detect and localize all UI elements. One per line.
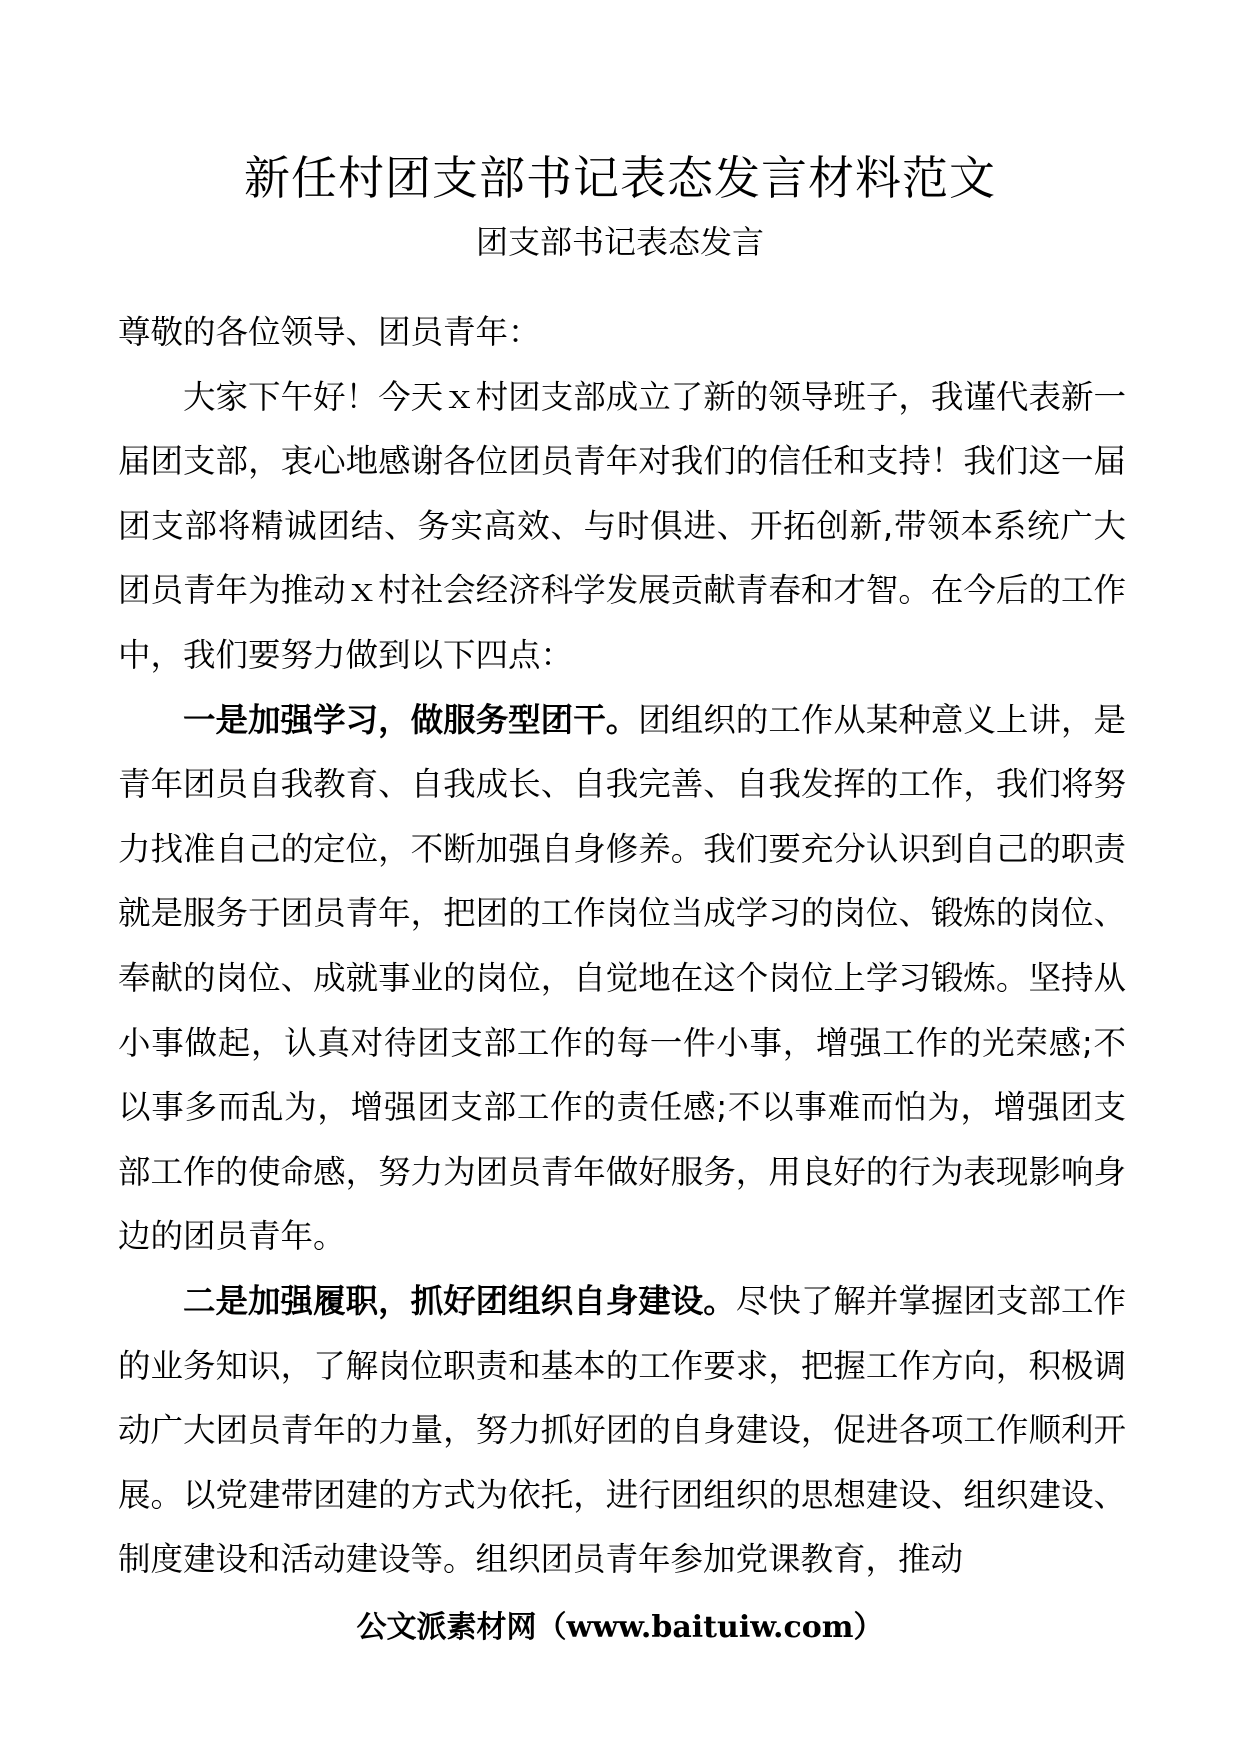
paragraph-point-one [118, 688, 1126, 1269]
document-title: 新任村团支部书记表态发言材料范文 [244, 151, 996, 205]
paragraph-lead: 一是加强学习，做服务型团干。 [183, 700, 639, 739]
paragraph-text: 尽快了解并掌握团支部工作的业务知识，了解岗位职责和基本的工作要求，把握工作方向，积极调动广大团员青年的力量，努力抓好团的自身建设，促进各项工作顺利开展。以党建带团建的方式为依托，进行团组织的思想建设、组织建设、制度建设和活动建设等。组织团员青年参加党课教育，推动 [118, 1281, 1126, 1579]
document-body [118, 300, 1126, 1592]
paragraph-intro [118, 365, 1126, 688]
footer-watermark: 公文派素材网（www.baituiw.com） [356, 1610, 884, 1645]
paragraph-lead: 二是加强履职，抓好团组织自身建设。 [183, 1281, 736, 1320]
paragraph-text: 大家下午好！今天ｘ村团支部成立了新的领导班子，我谨代表新一届团支部，衷心地感谢各位团员青年对我们的信任和支持！我们这一届团支部将精诚团结、务实高效、与时俱进、开拓创新,带领本系统广大团员青年为推动ｘ村社会经济科学发展贡献青春和才智。在今后的工作中，我们要努力做到以下四点： [118, 377, 1126, 674]
document-subtitle: 团支部书记表态发言 [475, 223, 764, 261]
paragraph-point-two [118, 1269, 1126, 1592]
salutation: 尊敬的各位领导、团员青年： [118, 313, 541, 351]
paragraph-text: 团组织的工作从某种意义上讲，是青年团员自我教育、自我成长、自我完善、自我发挥的工作，我们将努力找准自己的定位，不断加强自身修养。我们要充分认识到自己的职责就是服务于团员青年，把团的工作岗位当成学习的岗位、锻炼的岗位、奉献的岗位、成就事业的岗位，自觉地在这个岗位上学习锻炼。坚持从小事做起，认真对待团支部工作的每一件小事，增强工作的光荣感;不以事多而乱为，增强团支部工作的责任感;不以事难而怕为，增强团支部工作的使命感，努力为团员青年做好服务，用良好的行为表现影响身边的团员青年。 [118, 700, 1126, 1256]
